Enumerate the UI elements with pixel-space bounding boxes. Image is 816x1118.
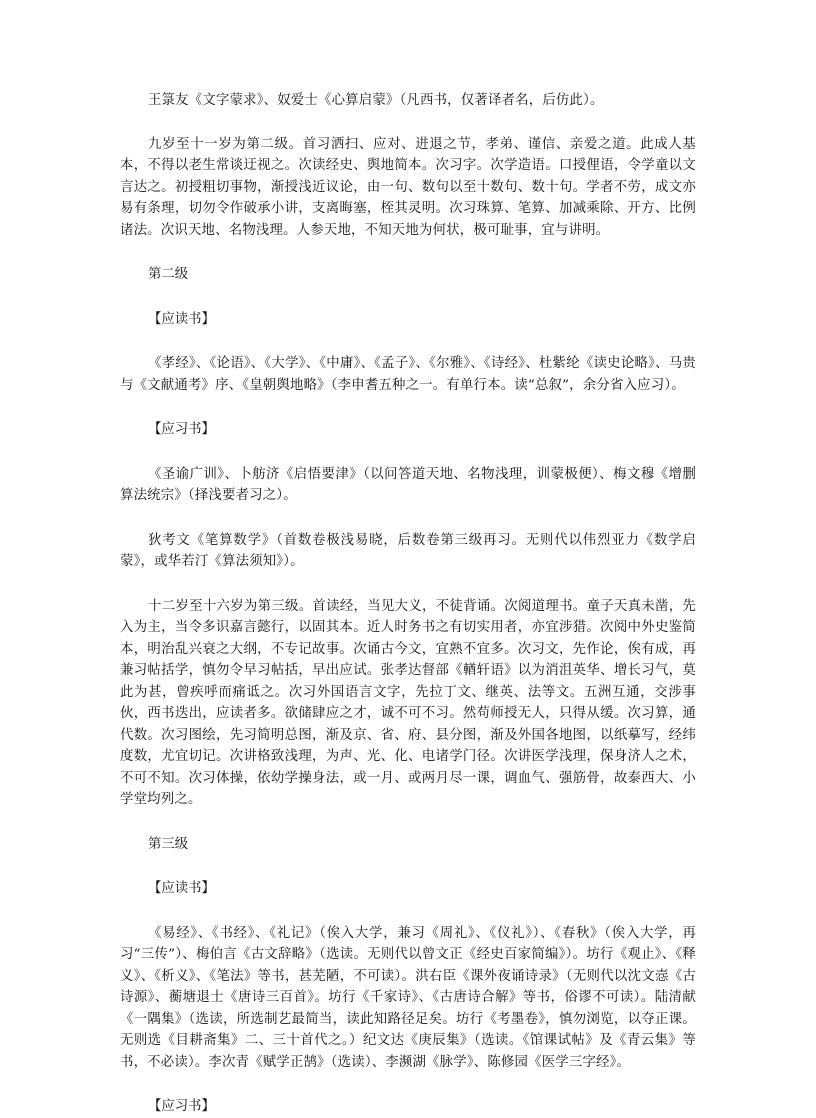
label-required-reading-1: 【应读书】: [148, 311, 215, 327]
heading-level2: 第二级: [148, 267, 189, 282]
paragraph-intro-books: 王箓友《文字蒙求》、奴爱士《心算启蒙》（凡西书，仅著译者名，后仿此）。: [148, 93, 604, 108]
paragraph-level2-reading-list: 《孝经》、《论语》、《大学》、《中庸》、《孟子》、《尔雅》、《诗经》、杜紫纶《读史论略》、马贵与《文献通考》序、《皇朝舆地略》（李申耆五种之一。有单行本。读“总叙”，余分省入应习）。: [120, 356, 696, 393]
paragraph-level3-description: 十二岁至十六岁为第三级。首读经，当见大义，不徒背诵。次阅道理书。童子天真未凿，先入为主，当令多识嘉言懿行，以固其本。近人时务书之有切实用者，亦宜涉猎。次阅中外史鉴简本，明治乱兴衰之大纲，不专记故事。次诵古今文，宜熟不宜多。次习文，先作论，俟有成，再兼习帖括学，慎勿令早习帖括，早出应试。张孝达督部《輶轩语》以为消沮英华、增长习气，莫此为甚，曾疾呼而痛诋之。次习外国语言文字，先拉丁文、继英、法等文。五洲互通，交涉事伙，西书迭出，应读者多。欲储肆应之才，诚不可不习。然苟师授无人，只得从缓。次习算，通代数。次习图绘，先习简明总图，渐及京、省、府、县分图，渐及外国各地图，以纸摹写，经纬度数，尤宜切记。次讲格致浅理，为声、光、化、电诸学门径。次讲医学浅理，保身济人之术，不可不知。次习体操，依幼学操身法，或一月、或两月尽一课，调血气、强筋骨，故泰西大、小学堂均列之。: [120, 598, 696, 807]
paragraph-level2-math-books: 狄考文《笔算数学》（首数卷极浅易晓，后数卷第三级再习。无则代以伟烈亚力《数学启蒙》，或华若汀《算法须知》）。: [120, 532, 696, 569]
paragraph-level2-description: 九岁至十一岁为第二级。首习洒扫、应对、进退之节，孝弟、谨信、亲爱之道。此成人基本，不得以老生常谈迂视之。次读经史、舆地简本。次习字。次学造语。口授俚语，令学童以文言达之。初授粗切事物，渐授浅近议论，由一句、数句以至十数句、数十句。学者不劳，成文亦易有条理，切勿令作破承小讲，支离晦塞，桎其灵明。次习珠算、笔算、加减乘除、开方、比例诸法。次识天地、名物浅理。人参天地，不知天地为何状，极可耻事，宜与讲明。: [120, 136, 696, 238]
label-required-reading-2: 【应读书】: [148, 881, 215, 896]
paragraph-level2-study-list: 《圣谕广训》、卜舫济《启悟要津》（以问答道天地、名物浅理，训蒙极便）、梅文穆《增删算法统宗》（择浅要者习之）。: [120, 466, 696, 503]
heading-level3: 第三级: [148, 836, 189, 852]
label-required-study-2: 【应习书】: [148, 1099, 215, 1114]
document-page: [120, 90, 696, 1118]
paragraph-level3-reading-list: 《易经》、《书经》、《礼记》（俟入大学，兼习《周礼》、《仪礼》）、《春秋》（俟入大学，再习“三传”）、梅伯言《古文辞略》（选读。无则代以曾文正《经史百家简编》）。坊行《观止》、《释义》、《析义》、《笔法》等书，甚芜陋，不可读）。洪右臣《课外夜诵诗录》（无则代以沈文悫《古诗源》、蘅塘退士《唐诗三百首》。坊行《千家诗》、《古唐诗合解》等书，俗谬不可读）。陆清献《一隅集》（选读，所选制艺最简当，读此知路径足矣。坊行《考墨卷》，慎勿浏览，以夺正课。无则选《目耕斋集》二、三十首代之。）纪文达《庚辰集》（选读。《馆课试帖》及《青云集》等书，不必读）。李次青《赋学正鹄》（选读）、李濒湖《脉学》、陈修园《医学三字经》。: [120, 925, 696, 1070]
label-required-study-1: 【应习书】: [148, 422, 215, 437]
